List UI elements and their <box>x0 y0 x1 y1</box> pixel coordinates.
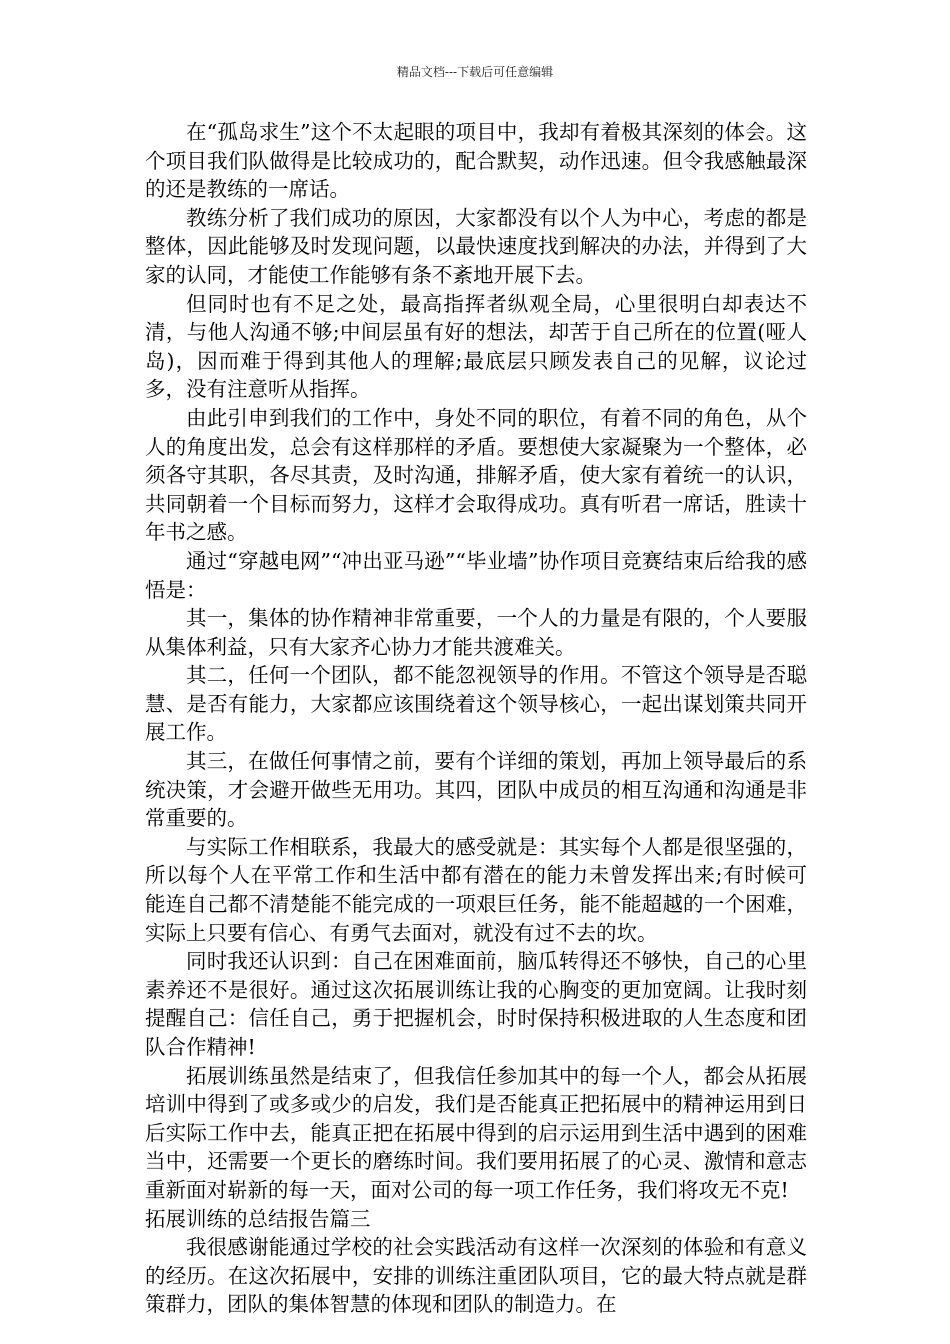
paragraph-9: 与实际工作相联系，我最大的感受就是：其实每个人都是很坚强的，所以每个人在平常工作和生活中都有潜在的能力未曾发挥出来;有时候可能连自己都不清楚能不能完成的一项艰巨任务，能不能超越的一个困难，实际上只要有信心、有勇气去面对，就没有过不去的坎。 <box>145 834 807 945</box>
page-header: 精品文档---下载后可任意编辑 <box>396 65 554 79</box>
section-heading: 拓展训练的总结报告篇三 <box>145 1206 371 1231</box>
paragraph-11: 拓展训练虽然是结束了，但我信任参加其中的每一个人，都会从拓展培训中得到了或多或少的启发，我们是否能真正把拓展中的精神运用到日后实际工作中去，能真正把在拓展中得到的启示运用到生活中遇到的困难当中，还需要一个更长的磨练时间。我们要用拓展了的心灵、激情和意志重新面对崭新的每一天，面对公司的每一项工作任务，我们将攻无不克! <box>145 1063 807 1202</box>
paragraph-4: 由此引申到我们的工作中，身处不同的职位，有着不同的角色，从个人的角度出发，总会有这样那样的矛盾。要想使大家凝聚为一个整体，必须各守其职，各尽其责，及时沟通，排解矛盾，使大家有着统一的认识，共同朝着一个目标而努力，这样才会取得成功。真有听君一席话，胜读十年书之感。 <box>145 405 807 545</box>
paragraph-3: 但同时也有不足之处，最高指挥者纵观全局，心里很明白却表达不清，与他人沟通不够;中间层虽有好的想法，却苦于自己所在的位置(哑人岛)，因而难于得到其他人的理解;最底层只顾发表自己的见解，议论过多，没有注意听从指挥。 <box>145 291 807 402</box>
paragraph-12: 我很感谢能通过学校的社会实践活动有这样一次深刻的体验和有意义的经历。在这次拓展中，安排的训练注重团队项目，它的最大特点就是群策群力，团队的集体智慧的体现和团队的制造力。在 <box>145 1235 807 1317</box>
paragraph-10: 同时我还认识到：自己在困难面前，脑瓜转得还不够快，自己的心里素养还不是很好。通过这次拓展训练让我的心胸变的更加宽阔。让我时刻提醒自己：信任自己，勇于把握机会，时时保持积极进取的人生态度和团队合作精神! <box>145 949 807 1059</box>
paragraph-6: 其一，集体的协作精神非常重要，一个人的力量是有限的，个人要服从集体利益，只有大家齐心协力才能共渡难关。 <box>145 606 807 659</box>
paragraph-7: 其二，任何一个团队，都不能忽视领导的作用。不管这个领导是否聪慧、是否有能力，大家都应该围绕着这个领导核心，一起出谋划策共同开展工作。 <box>145 663 807 745</box>
paragraph-2: 教练分析了我们成功的原因，大家都没有以个人为中心，考虑的都是整体，因此能够及时发现问题，以最快速度找到解决的办法，并得到了大家的认同，才能使工作能够有条不紊地开展下去。 <box>145 205 807 287</box>
paragraph-8: 其三，在做任何事情之前，要有个详细的策划，再加上领导最后的系统决策，才会避开做些无用功。其四，团队中成员的相互沟通和沟通是非常重要的。 <box>145 749 807 831</box>
document-body <box>145 118 807 1319</box>
paragraph-5: 通过“穿越电网”“冲出亚马逊”“毕业墙”协作项目竞赛结束后给我的感悟是： <box>145 548 807 602</box>
paragraph-1: 在“孤岛求生”这个不太起眼的项目中，我却有着极其深刻的体会。这个项目我们队做得是比较成功的，配合默契，动作迅速。但令我感触最深的还是教练的一席话。 <box>145 120 807 202</box>
